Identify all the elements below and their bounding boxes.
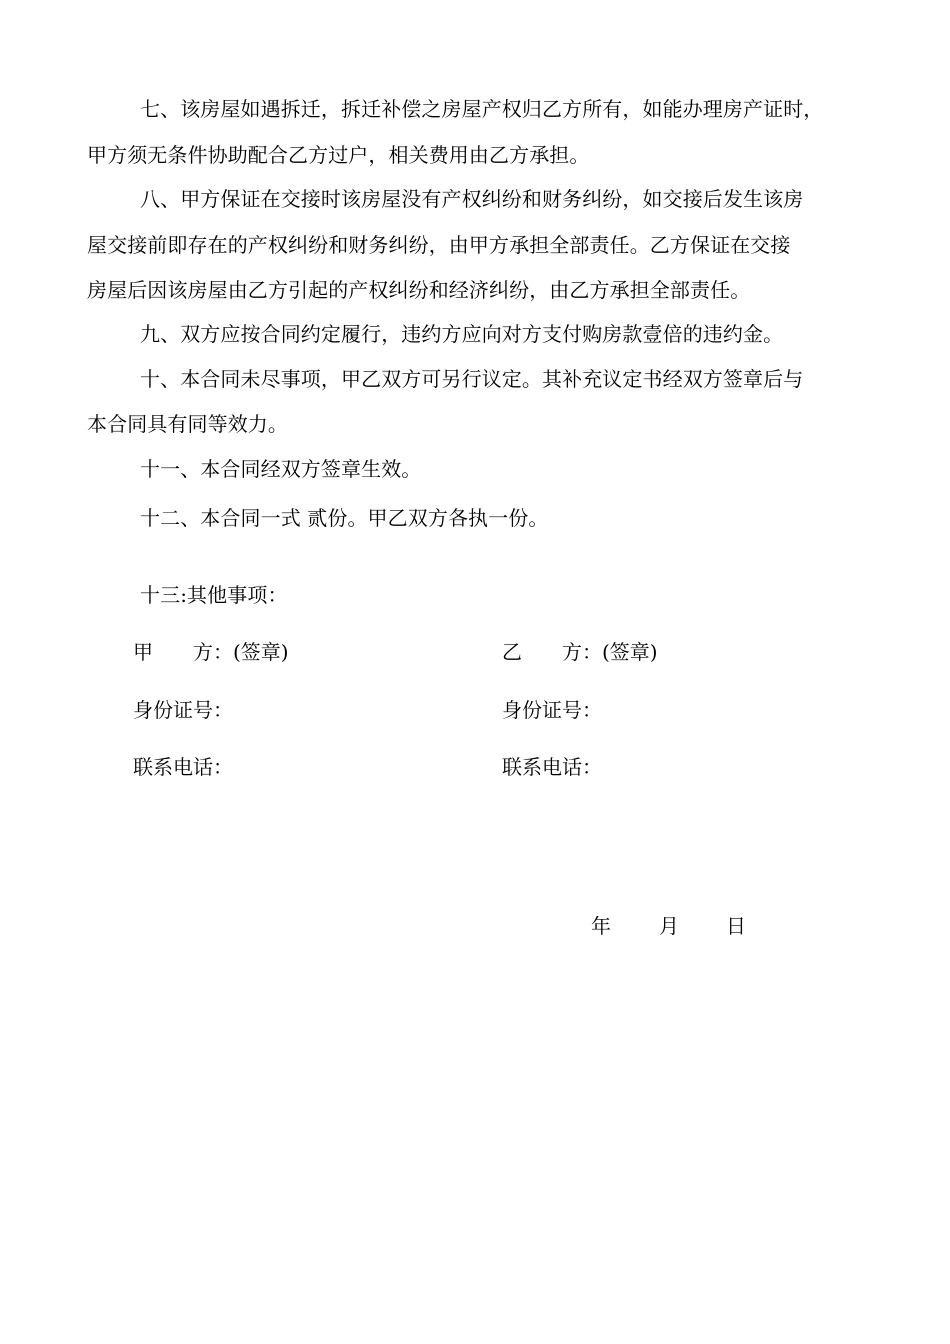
clause-8-line-1: 八、甲方保证在交接时该房屋没有产权纠纷和财务纠纷，如交接后发生该房 (140, 187, 804, 211)
clause-12-line-1: 十二、本合同一式 贰份。甲乙双方各执一份。 (140, 506, 549, 530)
party-a-id-label: 身份证号： (133, 698, 233, 722)
party-a-phone-label: 联系电话： (133, 755, 233, 779)
clause-13-line-1: 十三:其他事项： (140, 583, 288, 607)
party-a-signature-label: 甲 方：(签章) (133, 640, 289, 664)
clause-7-line-1: 七、该房屋如遇拆迁，拆迁补偿之房屋产权归乙方所有，如能办理房产证时， (140, 97, 824, 121)
clause-10-line-1: 十、本合同未尽事项，甲乙双方可另行议定。其补充议定书经双方签章后与 (140, 367, 804, 391)
clause-11-line-1: 十一、本合同经双方签章生效。 (140, 457, 422, 481)
party-b-signature-label: 乙 方：(签章) (502, 640, 658, 664)
date-year-label: 年 (591, 914, 611, 938)
clause-8-line-2: 屋交接前即存在的产权纠纷和财务纠纷，由甲方承担全部责任。乙方保证在交接 (87, 233, 791, 257)
party-b-id-label: 身份证号： (502, 698, 602, 722)
clause-8-line-3: 房屋后因该房屋由乙方引起的产权纠纷和经济纠纷，由乙方承担全部责任。 (87, 278, 751, 302)
date-day-label: 日 (726, 914, 746, 938)
clause-10-line-2: 本合同具有同等效力。 (87, 412, 288, 436)
clause-9-line-1: 九、双方应按合同约定履行，违约方应向对方支付购房款壹倍的违约金。 (140, 322, 784, 346)
clause-7-line-2: 甲方须无条件协助配合乙方过户，相关费用由乙方承担。 (87, 143, 590, 167)
date-month-label: 月 (659, 914, 679, 938)
party-b-phone-label: 联系电话： (502, 755, 602, 779)
